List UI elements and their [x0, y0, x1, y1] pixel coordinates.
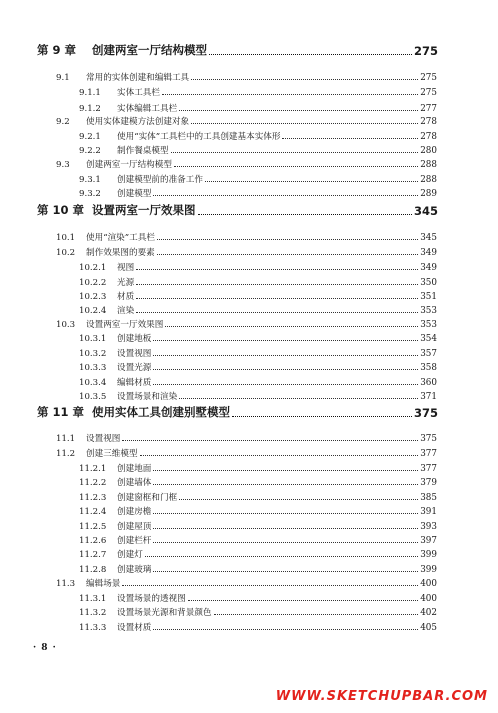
toc-title: 常用的实体创建和编辑工具 [86, 73, 190, 83]
toc-title: 创建灯 [117, 550, 143, 560]
toc-entry-sub [0, 82, 498, 98]
toc-title: 创建地面 [117, 464, 152, 474]
dot-leader [191, 122, 418, 124]
toc-title: 创建墙体 [117, 478, 152, 488]
toc-entry-sub [0, 472, 498, 488]
toc-page-number: 391 [420, 507, 437, 517]
toc-entry-chapter [0, 202, 498, 218]
toc-number: 11.3 [56, 579, 76, 589]
toc-number: 11.3.1 [79, 594, 107, 604]
toc-number: 10.2.4 [79, 306, 107, 316]
dot-leader [153, 469, 418, 471]
page-number: · 8 · [33, 643, 57, 653]
toc-page-number: 349 [420, 248, 437, 258]
toc-title: 制作餐桌模型 [117, 146, 169, 156]
dot-leader [136, 311, 418, 313]
toc-page-number: 345 [420, 233, 437, 243]
toc-title: 制作效果图的要素 [86, 248, 155, 258]
toc-number: 10.2 [56, 248, 76, 258]
toc-title: 渲染 [117, 306, 135, 316]
toc-page-number: 288 [420, 160, 437, 170]
toc-number: 9.1.2 [79, 104, 101, 114]
toc-number: 第 11 章 [37, 405, 85, 419]
toc-number: 9.1 [56, 73, 70, 83]
toc-title: 创建屋顶 [117, 522, 152, 532]
toc-entry-sub [0, 183, 498, 199]
toc-number: 10.2.1 [79, 263, 107, 273]
dot-leader [282, 137, 418, 139]
toc-title: 设置场景和渲染 [117, 392, 178, 402]
dot-leader [188, 599, 418, 601]
toc-entry-chapter [0, 404, 498, 420]
toc-entry-section [0, 242, 498, 258]
toc-title: 创建模型前的准备工作 [117, 175, 203, 185]
dot-leader [179, 397, 418, 399]
toc-number: 9.2.1 [79, 132, 101, 142]
toc-number: 10.3.2 [79, 349, 107, 359]
toc-title: 创建栏杆 [117, 536, 152, 546]
toc-number: 11.3.3 [79, 623, 107, 633]
toc-number: 9.2 [56, 117, 70, 127]
toc-title: 设置场景光源和背景颜色 [117, 608, 212, 618]
toc-page-number: 278 [420, 132, 437, 142]
toc-title: 设置视图 [117, 349, 152, 359]
toc-number: 11.2.6 [79, 536, 107, 546]
toc-page-number: 350 [420, 278, 437, 288]
toc-title: 设置两室一厅效果图 [86, 320, 164, 330]
toc-page-number: 357 [420, 349, 437, 359]
toc-number: 第 10 章 [37, 203, 85, 217]
dot-leader [153, 194, 418, 196]
toc-title: 设置两室一厅效果图 [92, 203, 196, 217]
dot-leader [191, 78, 418, 80]
toc-page-number: 375 [413, 406, 438, 420]
dot-leader [153, 527, 418, 529]
dot-leader [174, 165, 418, 167]
toc-entry-sub [0, 386, 498, 402]
dot-leader [136, 297, 418, 299]
toc-page-number: 289 [420, 189, 437, 199]
toc-title: 设置视图 [86, 434, 121, 444]
toc-page-number: 360 [420, 378, 437, 388]
toc-page-number: 371 [420, 392, 437, 402]
toc-page-number: 349 [420, 263, 437, 273]
toc-entry-section [0, 154, 498, 170]
toc-number: 9.3 [56, 160, 70, 170]
toc-title: 光源 [117, 278, 135, 288]
toc-page-number: 354 [420, 334, 437, 344]
toc-page-number: 397 [420, 536, 437, 546]
toc-page-number: 275 [420, 88, 437, 98]
toc-number: 11.2.7 [79, 550, 107, 560]
dot-leader [122, 439, 418, 441]
toc-number: 11.1 [56, 434, 76, 444]
dot-leader [153, 354, 418, 356]
toc-number: 11.2.2 [79, 478, 107, 488]
toc-number: 9.3.1 [79, 175, 101, 185]
toc-page-number: 345 [413, 204, 438, 218]
toc-page-number: 288 [420, 175, 437, 185]
toc-number: 11.2 [56, 449, 76, 459]
toc-title: 实体编辑工具栏 [117, 104, 178, 114]
toc-number: 11.2.5 [79, 522, 107, 532]
dot-leader [136, 283, 418, 285]
toc-number: 11.2.8 [79, 565, 107, 575]
toc-title: 创建两室一厅结构模型 [92, 43, 207, 57]
toc-entry-sub [0, 257, 498, 273]
toc-title: 编辑场景 [86, 579, 121, 589]
dot-leader [153, 383, 418, 385]
toc-number: 11.2.3 [79, 493, 107, 503]
toc-page-number: 280 [420, 146, 437, 156]
watermark: WWW.SKETCHUPBAR.COM [275, 689, 488, 704]
toc-entry-sub [0, 617, 498, 633]
dot-leader [214, 613, 419, 615]
toc-page-number: 353 [420, 320, 437, 330]
toc-number: 10.3 [56, 320, 76, 330]
toc-title: 使用实体建模方法创建对象 [86, 117, 190, 127]
toc-title: 实体工具栏 [117, 88, 160, 98]
toc-page-number: 277 [420, 104, 437, 114]
toc-page-number: 400 [420, 594, 437, 604]
dot-leader [205, 180, 418, 182]
toc-number: 9.3.2 [79, 189, 101, 199]
toc-page-number: 393 [420, 522, 437, 532]
toc-page-number: 399 [420, 565, 437, 575]
dot-leader [232, 415, 412, 417]
dot-leader [171, 151, 419, 153]
toc-title: 材质 [117, 292, 135, 302]
toc-number: 10.3.1 [79, 334, 107, 344]
toc-title: 创建房檐 [117, 507, 152, 517]
toc-number: 10.1 [56, 233, 76, 243]
toc-page-number: 358 [420, 363, 437, 373]
dot-leader [157, 238, 418, 240]
dot-leader [153, 339, 418, 341]
toc-page-number: 278 [420, 117, 437, 127]
dot-leader [122, 584, 418, 586]
toc-number: 10.2.3 [79, 292, 107, 302]
toc-page-number: 351 [420, 292, 437, 302]
toc-page-number: 375 [420, 434, 437, 444]
toc-entry-section [0, 67, 498, 83]
toc-entry-section [0, 428, 498, 444]
toc-page-number: 405 [420, 623, 437, 633]
toc-title: 使用“渲染”工具栏 [86, 233, 155, 243]
toc-title: 创建玻璃 [117, 565, 152, 575]
toc-title: 视图 [117, 263, 135, 273]
dot-leader [157, 253, 418, 255]
toc-title: 使用“实体”工具栏中的工具创建基本实体形 [117, 132, 281, 142]
toc-title: 设置材质 [117, 623, 152, 633]
toc-entry-sub [0, 328, 498, 344]
dot-leader [209, 53, 412, 55]
toc-number: 11.2.4 [79, 507, 107, 517]
toc-page-number: 275 [413, 44, 438, 58]
dot-leader [136, 268, 418, 270]
toc-title: 使用实体工具创建别墅模型 [92, 405, 230, 419]
toc-number: 9.2.2 [79, 146, 101, 156]
toc-entry-sub [0, 357, 498, 373]
toc-number: 10.3.3 [79, 363, 107, 373]
toc-number: 10.2.2 [79, 278, 107, 288]
toc-title: 创建窗框和门框 [117, 493, 178, 503]
dot-leader [153, 541, 418, 543]
dot-leader [162, 93, 418, 95]
dot-leader [153, 368, 418, 370]
toc-page-number: 385 [420, 493, 437, 503]
toc-page-number: 400 [420, 579, 437, 589]
toc-page-number: 402 [420, 608, 437, 618]
dot-leader [165, 325, 418, 327]
toc-entry-sub [0, 602, 498, 618]
toc-entry-section [0, 227, 498, 243]
toc-title: 编辑材质 [117, 378, 152, 388]
dot-leader [198, 213, 412, 215]
toc-title: 创建地板 [117, 334, 152, 344]
toc-entry-section [0, 573, 498, 589]
toc-title: 创建三维模型 [86, 449, 138, 459]
toc-page-number: 399 [420, 550, 437, 560]
toc-title: 创建模型 [117, 189, 152, 199]
toc-number: 10.3.5 [79, 392, 107, 402]
dot-leader [145, 555, 418, 557]
dot-leader [153, 512, 418, 514]
dot-leader [179, 498, 418, 500]
toc-number: 9.1.1 [79, 88, 101, 98]
dot-leader [153, 483, 418, 485]
toc-title: 设置场景的透视图 [117, 594, 186, 604]
toc-page-number: 377 [420, 464, 437, 474]
toc-title: 设置光源 [117, 363, 152, 373]
dot-leader [140, 454, 419, 456]
toc-page-number: 379 [420, 478, 437, 488]
toc-number: 第 9 章 [37, 43, 77, 57]
toc-entry-sub [0, 544, 498, 560]
toc-entry-chapter [0, 42, 498, 58]
toc-page-number: 353 [420, 306, 437, 316]
toc-page-number: 377 [420, 449, 437, 459]
toc-title: 创建两室一厅结构模型 [86, 160, 172, 170]
toc-entry-sub [0, 501, 498, 517]
dot-leader [153, 628, 418, 630]
toc-entry-section [0, 443, 498, 459]
dot-leader [153, 570, 418, 572]
toc-number: 10.3.4 [79, 378, 107, 388]
toc-entry-section [0, 111, 498, 127]
toc-page-number: 275 [420, 73, 437, 83]
toc-number: 11.2.1 [79, 464, 107, 474]
toc-number: 11.3.2 [79, 608, 107, 618]
